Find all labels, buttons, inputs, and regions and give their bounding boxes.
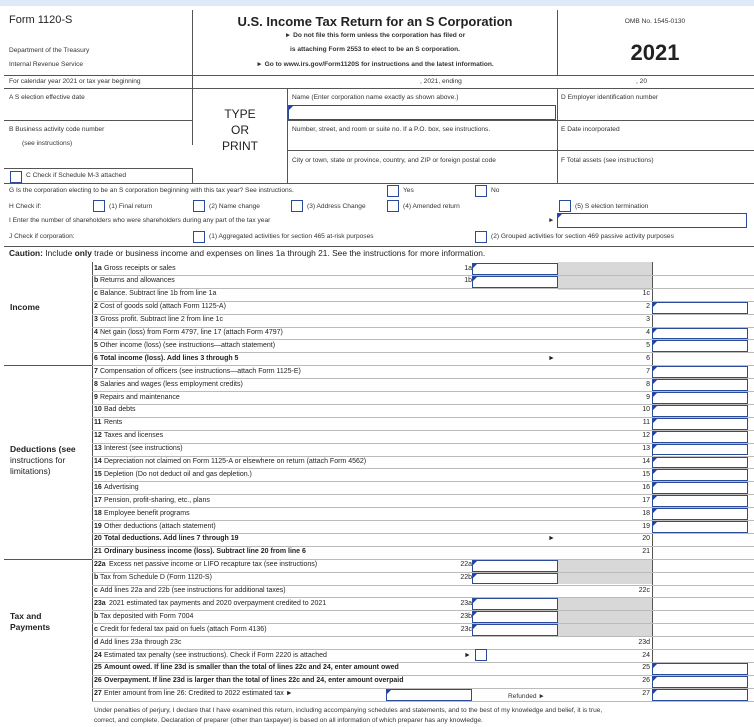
line-ref: 19: [642, 522, 650, 530]
line-ref: 22b: [460, 574, 472, 582]
line-23c-amount-field[interactable]: [472, 624, 558, 636]
row-line: [92, 649, 754, 650]
line-description: Gross receipts or sales: [104, 264, 176, 272]
checkbox-grouped-activities[interactable]: [475, 231, 487, 243]
name-label: Name (Enter corporation name exactly as shown above.): [292, 94, 459, 101]
line-number: 9: [94, 393, 98, 401]
line-description: Cost of goods sold (attach Form 1125-A): [100, 303, 226, 311]
checkbox-form-2220[interactable]: [475, 649, 487, 661]
corporation-name-field[interactable]: [288, 105, 556, 120]
line-ref: 7: [646, 367, 650, 375]
line-description: Pension, profit-sharing, etc., plans: [104, 496, 210, 504]
label-f: F Total assets (see instructions): [561, 157, 654, 164]
checkbox-final-return[interactable]: [93, 200, 105, 212]
row-line: [92, 559, 754, 560]
subtitle-3: ► Go to www.irs.gov/Form1120S for instructions and the latest information.: [256, 61, 494, 68]
line-description: Depletion (Do not deduct oil and gas depletion.): [104, 470, 252, 478]
line-11-amount-field[interactable]: [652, 418, 748, 430]
line-description: Excess net passive income or LIFO recapture tax (see instructions): [109, 561, 318, 569]
line-description: Credit for federal tax paid on fuels (attach Form 4136): [100, 625, 267, 633]
shareholders-count-field[interactable]: [557, 213, 747, 228]
line-ref: 15: [642, 470, 650, 478]
line-8-amount-field[interactable]: [652, 379, 748, 391]
line-18-amount-field[interactable]: [652, 508, 748, 520]
line-description: Compensation of officers (see instructions—attach Form 1125-E): [100, 367, 301, 375]
line-number: 17: [94, 496, 102, 504]
section-tax-payments: Tax and Payments: [10, 611, 51, 632]
line-number: 26: [94, 677, 102, 685]
line-number: 22a: [94, 561, 106, 569]
line-description: Depreciation not claimed on Form 1125-A or elsewhere on return (attach Form 4562): [104, 458, 367, 465]
section-deductions: Deductions (see instructions for limitations): [10, 444, 76, 476]
line-number: 18: [94, 509, 102, 517]
line-number: 24: [94, 651, 102, 659]
tax-year: 2021: [630, 40, 680, 65]
line-ref: 20: [642, 535, 650, 543]
line-number: 16: [94, 483, 102, 491]
line-number: 23a: [94, 599, 106, 607]
line-22a-amount-field[interactable]: [472, 560, 558, 572]
label-h1: (1) Final return: [109, 203, 153, 210]
caution-note: Caution: Include only trade or business income and expenses on lines 1a through 21. See the instructions for more information.: [9, 248, 486, 258]
line-description: Enter amount from line 26: Credited to 2022 estimated tax ►: [104, 690, 293, 698]
line-ref: 23d: [638, 638, 650, 646]
line-number: 7: [94, 367, 98, 375]
line-ref: 27: [642, 690, 650, 698]
checkbox-s-election-termination[interactable]: [559, 200, 571, 212]
line-description: Taxes and licenses: [104, 432, 164, 440]
line-23a-amount-field[interactable]: [472, 598, 558, 610]
line-number: 20: [94, 535, 102, 543]
line-ref: 1c: [642, 290, 650, 298]
line-4-amount-field[interactable]: [652, 328, 748, 340]
line-ref: 1b: [464, 277, 472, 285]
line-number: c: [94, 587, 98, 594]
label-d: D Employer identification number: [561, 94, 659, 101]
line-ref: 5: [646, 341, 650, 349]
i-arrow: ►: [548, 217, 555, 224]
line-description: Ordinary business income (loss). Subtract line 20 from line 6: [104, 548, 306, 556]
line-description: Add lines 23a through 23c: [100, 638, 182, 646]
line-description: Overpayment. If line 23d is larger than the total of lines 22c and 24, enter amount overpaid: [104, 677, 404, 685]
line-description: Other income (loss) (see instructions—attach statement): [100, 341, 276, 349]
checkbox-c-m3[interactable]: [10, 171, 22, 183]
line-ref: 13: [642, 445, 650, 453]
form-title: U.S. Income Tax Return for an S Corporation: [237, 14, 513, 29]
street-label: Number, street, and room or suite no. If a P.O. box, see instructions.: [292, 126, 491, 133]
year-ending-label: , 2021, ending: [420, 78, 462, 85]
line-number: b: [94, 612, 99, 620]
label-i: I Enter the number of shareholders who were shareholders during any part of the tax year: [9, 217, 271, 224]
line-9-amount-field[interactable]: [652, 392, 748, 404]
line-ref: 17: [642, 496, 650, 504]
top-strip: [0, 0, 754, 6]
line-7-amount-field[interactable]: [652, 366, 748, 378]
checkbox-g-yes[interactable]: [387, 185, 399, 197]
label-no: No: [491, 187, 500, 194]
label-h5: (5) S election termination: [575, 203, 649, 210]
line-12-amount-field[interactable]: [652, 431, 748, 443]
label-b-sub: (see instructions): [22, 140, 73, 147]
line-description: Repairs and maintenance: [100, 393, 180, 401]
line-ref: 14: [642, 458, 650, 465]
line-ref: 2: [646, 303, 650, 311]
label-j2: (2) Grouped activities for section 469 passive activity purposes: [491, 233, 674, 240]
refunded-label: Refunded ►: [508, 693, 545, 700]
line-22b-amount-field[interactable]: [472, 573, 558, 585]
row-line: [92, 701, 754, 702]
subtitle-1: ► Do not file this form unless the corporation has filed or: [284, 32, 466, 39]
line-ref: 1a: [464, 264, 472, 272]
line-description: Net gain (loss) from Form 4797, line 17 (attach Form 4797): [100, 329, 283, 336]
line-number: 15: [94, 470, 102, 478]
label-j: J Check if corporation:: [9, 233, 75, 240]
row-line: [92, 597, 754, 598]
line-description: Gross profit. Subtract line 2 from line 1c: [100, 316, 223, 324]
line-number: b: [94, 574, 99, 582]
line-description: Bad debts: [104, 406, 136, 414]
dept-irs: Internal Revenue Service: [9, 61, 84, 68]
checkbox-name-change[interactable]: [193, 200, 205, 212]
row-line: [92, 610, 754, 611]
label-b: B Business activity code number: [9, 126, 105, 133]
line-description: Total income (loss). Add lines 3 through 5: [100, 354, 239, 362]
line-26-amount-field[interactable]: [652, 676, 748, 688]
label-c: C Check if Schedule M-3 attached: [26, 172, 127, 179]
line-17-amount-field[interactable]: [652, 495, 748, 507]
line-description: Returns and allowances: [100, 277, 175, 285]
refunded-amount-field[interactable]: [652, 689, 748, 701]
credited-2022-field[interactable]: [386, 689, 472, 701]
line-description: Rents: [104, 419, 123, 427]
line-number: d: [94, 638, 99, 646]
line-number: 27: [94, 690, 102, 698]
line-number: 1a: [94, 264, 102, 272]
line-23b-amount-field[interactable]: [472, 611, 558, 623]
line-16-amount-field[interactable]: [652, 482, 748, 494]
checkbox-amended-return[interactable]: [387, 200, 399, 212]
row-line: [92, 352, 754, 353]
label-h4: (4) Amended return: [403, 203, 460, 210]
subtitle-2: is attaching Form 2553 to elect to be an S corporation.: [289, 46, 460, 53]
line-1a-amount-field[interactable]: [472, 263, 558, 275]
line-number: c: [94, 290, 98, 298]
line-description: 2021 estimated tax payments and 2020 overpayment credited to 2021: [109, 599, 327, 607]
row-line: [92, 585, 754, 586]
line-2-amount-field[interactable]: [652, 302, 748, 314]
line-ref: 16: [642, 483, 650, 491]
line-ref: 9: [646, 393, 650, 401]
line-5-amount-field[interactable]: [652, 340, 748, 352]
row-line: [92, 546, 754, 547]
line-ref: 8: [646, 380, 650, 388]
omb-number: OMB No. 1545-0130: [624, 18, 686, 25]
line-description: Interest (see instructions): [104, 445, 183, 453]
line-1b-amount-field[interactable]: [472, 276, 558, 288]
line-ref: 3: [646, 316, 650, 324]
label-a: A S election effective date: [9, 94, 85, 101]
label-e: E Date incorporated: [561, 126, 620, 133]
line-description: Estimated tax penalty (see instructions). Check if Form 2220 is attached: [104, 651, 327, 659]
section-income: Income: [10, 302, 40, 312]
city-label: City or town, state or province, country, and ZIP or foreign postal code: [292, 157, 496, 164]
line-description: Balance. Subtract line 1b from line 1a: [100, 290, 217, 298]
shaded-area: [558, 597, 652, 636]
line-14-amount-field[interactable]: [652, 457, 748, 469]
line-ref: 25: [642, 664, 650, 672]
line-10-amount-field[interactable]: [652, 405, 748, 417]
line-description: Employee benefit programs: [104, 509, 190, 517]
line-number: 19: [94, 522, 102, 530]
row-line: [92, 275, 754, 276]
line-25-amount-field[interactable]: [652, 663, 748, 675]
line-description: Tax deposited with Form 7004: [100, 612, 194, 620]
label-h2: (2) Name change: [209, 203, 260, 210]
line-ref: 4: [646, 329, 650, 336]
line-number: c: [94, 625, 98, 633]
line-number: 14: [94, 458, 102, 465]
line-number: 5: [94, 341, 98, 349]
checkbox-aggregated-activities[interactable]: [193, 231, 205, 243]
line-ref: 21: [642, 548, 650, 556]
shaded-area: [558, 262, 652, 290]
line-description: Add lines 22a and 22b (see instructions for additional taxes): [100, 587, 286, 594]
row-line: [92, 314, 754, 315]
line-arrow: ►: [548, 354, 555, 362]
line-arrow: ►: [548, 535, 555, 543]
label-g: G Is the corporation electing to be an S corporation beginning with this tax year? See instructions.: [9, 187, 294, 194]
line-description: Salaries and wages (less employment credits): [100, 380, 243, 388]
line-ref: 26: [642, 677, 650, 685]
perjury-text-2: correct, and complete. Declaration of preparer (other than taxpayer) is based on all information of which preparer has any knowledge.: [94, 717, 483, 724]
line-ref: 23a: [460, 599, 472, 607]
row-line: [92, 636, 754, 637]
line-number: 2: [94, 303, 98, 311]
line-number: 10: [94, 406, 102, 414]
dept-treasury: Department of the Treasury: [9, 47, 90, 54]
line-ref: 22c: [638, 587, 650, 594]
checkbox-address-change[interactable]: [291, 200, 303, 212]
line-ref: 11: [642, 419, 650, 427]
line-number: 21: [94, 548, 102, 556]
year-20-label: , 20: [636, 78, 647, 85]
line-number: 6: [94, 354, 98, 362]
line-15-amount-field[interactable]: [652, 469, 748, 481]
line-number: 11: [94, 419, 102, 427]
line-13-amount-field[interactable]: [652, 444, 748, 456]
line-ref: 23c: [460, 625, 472, 633]
line-ref: 24: [642, 651, 650, 659]
calendar-year-label: For calendar year 2021 or tax year beginning: [9, 78, 141, 85]
checkbox-g-no[interactable]: [475, 185, 487, 197]
line-arrow: ►: [464, 651, 471, 659]
label-h3: (3) Address Change: [307, 203, 366, 210]
row-line: [92, 623, 754, 624]
line-number: 4: [94, 329, 98, 336]
line-number: 25: [94, 664, 102, 672]
perjury-text-1: Under penalties of perjury, I declare that I have examined this return, including accompanying schedules and statements, and to the best of my knowledge and belief, it is true,: [94, 707, 603, 714]
line-number: 12: [94, 432, 102, 440]
label-h: H Check if:: [9, 203, 42, 210]
line-ref: 22a: [460, 561, 472, 569]
line-ref: 10: [642, 406, 650, 414]
row-line: [92, 533, 754, 534]
type-label: TYPE OR PRINT: [222, 107, 258, 153]
line-19-amount-field[interactable]: [652, 521, 748, 533]
line-ref: 18: [642, 509, 650, 517]
line-number: 8: [94, 380, 98, 388]
row-line: [92, 572, 754, 573]
line-number: b: [94, 277, 99, 285]
label-yes: Yes: [403, 187, 414, 194]
line-description: Total deductions. Add lines 7 through 19: [104, 535, 239, 543]
row-line: [92, 288, 754, 289]
label-j1: (1) Aggregated activities for section 465 at-risk purposes: [209, 233, 374, 240]
line-description: Amount owed. If line 23d is smaller than the total of lines 22c and 24, enter amount owed: [104, 664, 399, 672]
line-description: Tax from Schedule D (Form 1120-S): [100, 574, 212, 582]
line-description: Other deductions (attach statement): [104, 522, 216, 530]
line-ref: 23b: [460, 612, 472, 620]
line-ref: 12: [642, 432, 650, 440]
line-description: Advertising: [104, 483, 139, 491]
line-number: 3: [94, 316, 98, 324]
form-id: Form 1120-S: [9, 14, 73, 26]
line-number: 13: [94, 445, 102, 453]
line-ref: 6: [646, 354, 650, 362]
